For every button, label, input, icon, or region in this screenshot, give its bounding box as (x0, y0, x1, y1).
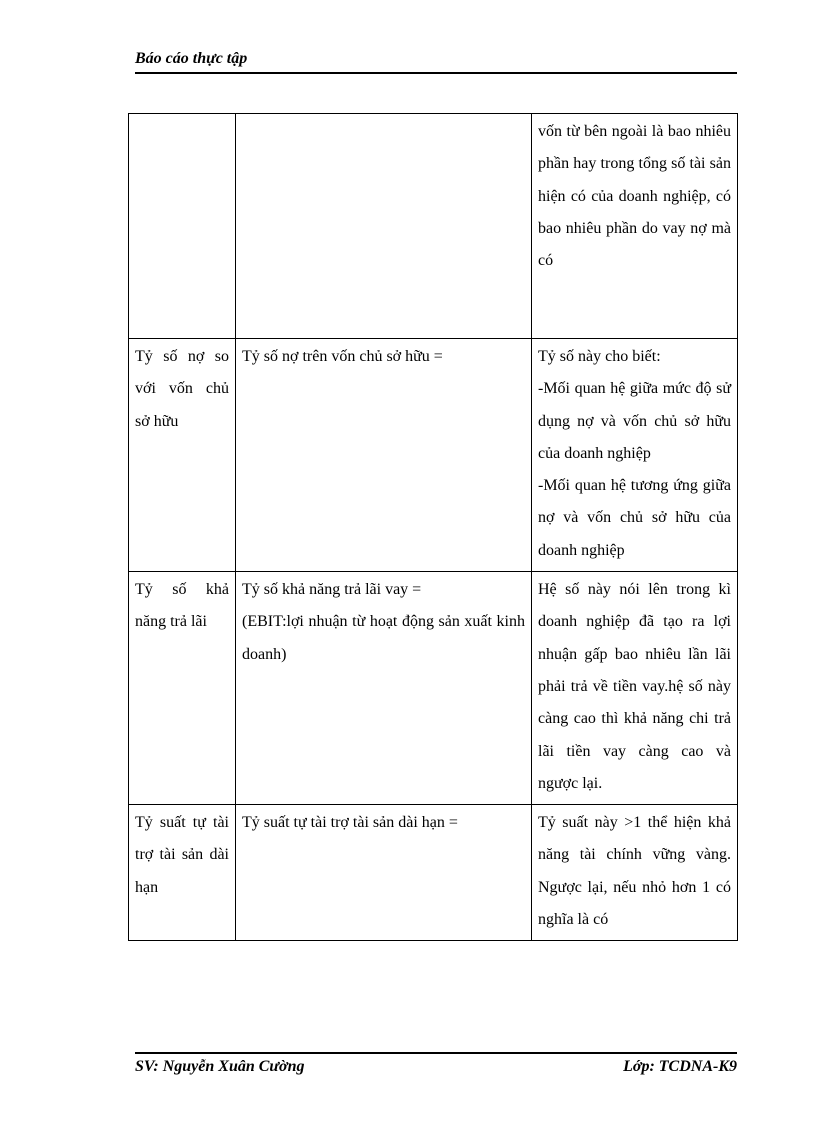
table-cell-indicator: Tỷ số khả năng trả lãi (129, 572, 236, 805)
table-cell-indicator (129, 114, 236, 339)
meaning-line: -Mối quan hệ giữa mức độ sử dụng nợ và vốn chủ sở hữu của doanh nghiệp (538, 380, 731, 462)
formula-text: Tỷ số khả năng trả lãi vay = (242, 581, 422, 599)
table-row (129, 805, 738, 941)
footer-student: SV: Nguyễn Xuân Cường (135, 1058, 305, 1075)
page-footer (135, 1052, 737, 1084)
table-row (129, 572, 738, 805)
ratio-table (128, 113, 738, 941)
formula-text: Tỷ số nợ trên vốn chủ sở hữu = (242, 348, 443, 365)
formula-note: (EBIT:lợi nhuận từ hoạt động sản xuất kinh doanh) (242, 613, 525, 663)
table-cell-meaning: Tỷ suất này >1 thể hiện khả năng tài chính vững vàng. Ngược lại, nếu nhỏ hơn 1 có nghĩa là có (532, 805, 738, 941)
meaning-line: Tỷ số này cho biết: (538, 348, 661, 365)
formula-text: Tỷ suất tự tài trợ tài sản dài hạn = (242, 814, 458, 832)
table-cell-formula (236, 339, 532, 572)
meaning-line: -Mối quan hệ tương ứng giữa nợ và vốn chủ sở hữu của doanh nghiệp (538, 477, 731, 559)
header-title: Báo cáo thực tập (135, 50, 248, 67)
table-cell-formula (236, 805, 532, 941)
footer-class: Lớp: TCDNA-K9 (623, 1058, 737, 1075)
table-cell-meaning: Hệ số này nói lên trong kì doanh nghiệp đã tạo ra lợi nhuận gấp bao nhiêu lần lãi phải trả về tiền vay.hệ số này càng cao thì khả năng chi trả lãi tiền vay càng cao và ngược lại. (532, 572, 738, 805)
table-cell-formula (236, 114, 532, 339)
table-cell-indicator: Tỷ suất tự tài trợ tài sản dài hạn (129, 805, 236, 941)
table-cell-indicator: Tỷ số nợ so với vốn chủ sở hữu (129, 339, 236, 572)
table-cell-formula (236, 572, 532, 805)
table-cell-meaning: vốn từ bên ngoài là bao nhiêu phần hay trong tổng số tài sản hiện có của doanh nghiệp, có bao nhiêu phần do vay nợ mà có (532, 114, 738, 339)
table-row (129, 339, 738, 572)
table-row (129, 114, 738, 339)
page-header (135, 48, 737, 74)
table-cell-meaning (532, 339, 738, 572)
